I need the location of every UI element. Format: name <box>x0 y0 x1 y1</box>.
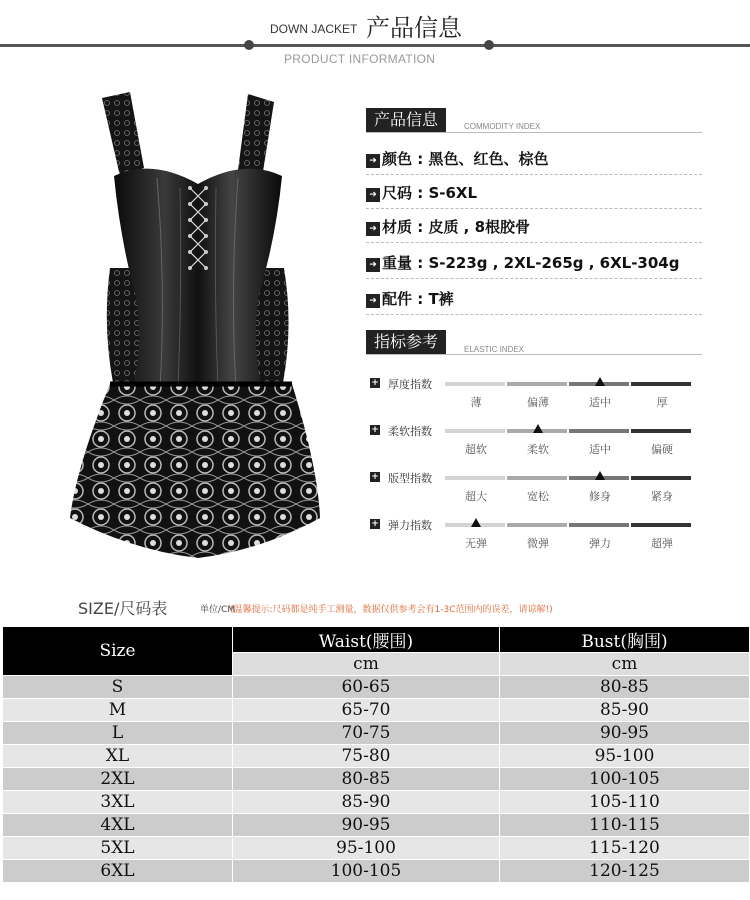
header-waist: Waist(腰围) <box>233 627 500 653</box>
table-row <box>3 722 750 745</box>
table-row <box>3 837 750 860</box>
cell-bust: 115-120 <box>500 837 750 860</box>
plus-icon: + <box>371 378 379 388</box>
index-heading: 指标参考 <box>366 330 446 354</box>
cell-waist: 75-80 <box>233 745 500 768</box>
cell-bust: 105-110 <box>500 791 750 814</box>
attr-divider <box>366 174 702 175</box>
index-tick-label: 适中 <box>589 396 611 409</box>
index-scale-segment <box>631 476 691 480</box>
cell-waist: 100-105 <box>233 860 500 883</box>
product-info-heading-en: COMMODITY INDEX <box>464 122 541 131</box>
cell-waist: 65-70 <box>233 699 500 722</box>
attr-divider <box>366 278 702 279</box>
index-tick-label: 超弹 <box>651 537 673 550</box>
index-tick-label: 柔软 <box>527 443 549 456</box>
cell-waist: 80-85 <box>233 768 500 791</box>
attr-color: ➜ 颜色 : 黑色、红色、棕色 <box>366 148 548 169</box>
cell-waist: 60-65 <box>233 676 500 699</box>
index-label: 弹力指数 <box>388 519 432 532</box>
index-tick-label: 厚 <box>656 396 668 409</box>
cell-size: XL <box>3 745 233 768</box>
header-bust: Bust(胸围) <box>500 627 750 653</box>
index-label: 厚度指数 <box>388 378 432 391</box>
arrow-icon: ➜ <box>366 294 380 308</box>
attr-material: ➜ 材质 : 皮质 , 8根胶骨 <box>366 216 530 237</box>
attr-accessory: ➜ 配件 : T裤 <box>366 288 454 309</box>
size-chart-unit: 单位/CM <box>200 605 236 615</box>
cell-bust: 95-100 <box>500 745 750 768</box>
cell-bust: 80-85 <box>500 676 750 699</box>
table-row <box>3 676 750 699</box>
index-scale-segment <box>569 523 629 527</box>
plus-icon: + <box>371 519 379 529</box>
index-tick-label: 修身 <box>589 490 611 503</box>
index-marker-icon <box>595 377 605 386</box>
table-row <box>3 745 750 768</box>
size-chart-note: (温馨提示:尺码都是纯手工测量，数据仅供参考会有1-3C范围内的误差，请谅解!) <box>230 605 553 615</box>
header-dot-right <box>484 40 494 50</box>
product-image <box>62 88 334 560</box>
attr-divider <box>366 208 702 209</box>
index-tick-label: 宽松 <box>527 490 549 503</box>
index-divider <box>366 354 702 355</box>
cell-bust: 100-105 <box>500 768 750 791</box>
index-scale-segment <box>569 429 629 433</box>
index-scale-segment <box>445 476 505 480</box>
cell-waist: 70-75 <box>233 722 500 745</box>
header-bust-unit: cm <box>500 653 750 676</box>
cell-size: S <box>3 676 233 699</box>
index-tick-label: 紧身 <box>651 490 673 503</box>
arrow-icon: ➜ <box>366 188 380 202</box>
size-table <box>2 626 750 883</box>
plus-icon: + <box>371 425 379 435</box>
index-tick-label: 微弹 <box>527 537 549 550</box>
header-dot-left <box>244 40 254 50</box>
attr-size: ➜ 尺码 : S-6XL <box>366 182 477 203</box>
index-tick-label: 无弹 <box>465 537 487 550</box>
cell-size: 6XL <box>3 860 233 883</box>
index-label: 柔软指数 <box>388 425 432 438</box>
cell-bust: 120-125 <box>500 860 750 883</box>
cell-size: 4XL <box>3 814 233 837</box>
index-marker-icon <box>595 471 605 480</box>
table-header-row <box>3 627 750 653</box>
cell-size: 5XL <box>3 837 233 860</box>
index-tick-label: 超大 <box>465 490 487 503</box>
index-scale-segment <box>507 523 567 527</box>
header-subtitle: PRODUCT INFORMATION <box>284 52 436 66</box>
index-tick-label: 超软 <box>465 443 487 456</box>
header-waist-unit: cm <box>233 653 500 676</box>
arrow-icon: ➜ <box>366 258 380 272</box>
product-info-divider <box>366 132 702 133</box>
cell-size: 2XL <box>3 768 233 791</box>
index-marker-icon <box>533 424 543 433</box>
arrow-icon: ➜ <box>366 154 380 168</box>
attr-divider <box>366 242 702 243</box>
size-chart-title: SIZE/尺码表 <box>78 599 168 618</box>
index-tick-label: 适中 <box>589 443 611 456</box>
cell-bust: 110-115 <box>500 814 750 837</box>
cell-waist: 90-95 <box>233 814 500 837</box>
table-row <box>3 791 750 814</box>
index-tick-label: 弹力 <box>589 537 611 550</box>
index-marker-icon <box>471 518 481 527</box>
index-scale-segment <box>631 429 691 433</box>
header-size: Size <box>3 627 233 676</box>
index-label: 版型指数 <box>388 472 432 485</box>
index-scale-segment <box>507 382 567 386</box>
header-title-en: DOWN JACKET <box>270 22 358 36</box>
index-scale-segment <box>507 476 567 480</box>
index-scale-segment <box>445 382 505 386</box>
index-tick-label: 偏薄 <box>527 396 549 409</box>
table-row <box>3 699 750 722</box>
header-title-cn: 产品信息 <box>366 14 462 42</box>
cell-size: L <box>3 722 233 745</box>
cell-bust: 85-90 <box>500 699 750 722</box>
header-line <box>0 44 750 47</box>
cell-bust: 90-95 <box>500 722 750 745</box>
index-scale-segment <box>631 382 691 386</box>
cell-waist: 95-100 <box>233 837 500 860</box>
cell-size: 3XL <box>3 791 233 814</box>
index-tick-label: 偏硬 <box>651 443 673 456</box>
cell-size: M <box>3 699 233 722</box>
attr-divider <box>366 314 702 315</box>
index-scale-segment <box>631 523 691 527</box>
table-row <box>3 860 750 883</box>
plus-icon: + <box>371 472 379 482</box>
arrow-icon: ➜ <box>366 222 380 236</box>
attr-weight: ➜ 重量 : S-223g , 2XL-265g , 6XL-304g <box>366 252 679 273</box>
cell-waist: 85-90 <box>233 791 500 814</box>
product-info-heading: 产品信息 <box>366 108 446 132</box>
table-row <box>3 814 750 837</box>
index-tick-label: 薄 <box>470 396 482 409</box>
table-row <box>3 768 750 791</box>
index-scale-segment <box>445 429 505 433</box>
index-heading-en: ELASTIC INDEX <box>464 345 525 354</box>
